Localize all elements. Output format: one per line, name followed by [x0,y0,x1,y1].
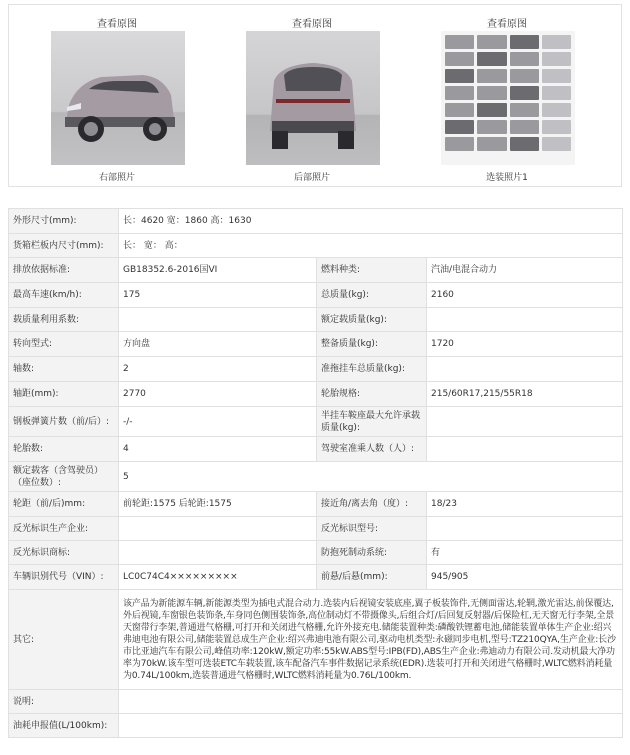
spec-label: 额定载客（含驾驶员）（座位数）: [9,462,119,492]
spec-label: 防抱死制动系统: [317,541,427,565]
table-row [9,357,623,382]
spec-value: 方向盘 [119,332,317,357]
spec-value: -/- [119,407,317,437]
view-original-link[interactable]: 查看原图 [292,19,332,30]
spec-label: 排放依据标准: [9,258,119,283]
table-row [9,234,623,258]
table-row [9,437,623,462]
spec-label: 外形尺寸(mm): [9,209,119,234]
photo-caption: 选装照片1 [486,173,528,183]
table-row [9,462,623,492]
spec-value [427,437,623,462]
spec-value [427,517,623,541]
photo-card-right [27,5,207,188]
photo-card-rear [222,5,402,188]
spec-value: 175 [119,283,317,308]
spec-label: 接近角/离去角（度）: [317,492,427,517]
spec-value [427,407,623,437]
spec-value: 前轮距:1575 后轮距:1575 [119,492,317,517]
spec-label: 转向型式: [9,332,119,357]
car-rear-icon [246,31,380,165]
spec-label: 油耗申报值(L/100km): [9,714,119,738]
photo-caption: 右部照片 [98,173,135,183]
photo-caption: 后部照片 [293,173,330,183]
car-front-right-photo[interactable] [51,31,185,165]
spec-label: 准拖挂车总质量(kg): [317,357,427,382]
spec-value [119,541,317,565]
spec-label: 驾驶室准乘人数（人）: [317,437,427,462]
spec-value: GB18352.6-2016国VI [119,258,317,283]
spec-label: 说明: [9,690,119,714]
car-rear-photo[interactable] [246,31,380,165]
spec-value: 1720 [427,332,623,357]
view-original-link[interactable]: 查看原图 [487,19,527,30]
spec-label: 载质量利用系数: [9,308,119,332]
spec-label: 钢板弹簧片数（前/后）: [9,407,119,437]
table-row [9,714,623,738]
table-row [9,690,623,714]
spec-value: 945/905 [427,565,623,590]
spec-label: 前悬/后悬(mm): [317,565,427,590]
spec-value [427,308,623,332]
spec-label: 额定载质量(kg): [317,308,427,332]
spec-label: 反光标识商标: [9,541,119,565]
spec-value: 长：4620 宽：1860 高：1630 [119,209,623,234]
spec-label: 轮距（前/后)mm: [9,492,119,517]
spec-value: 有 [427,541,623,565]
spec-value [119,517,317,541]
table-row [9,541,623,565]
spec-label: 轮胎规格: [317,382,427,407]
spec-label: 最高车速(km/h): [9,283,119,308]
table-row [9,590,623,690]
spec-label: 反光标识生产企业: [9,517,119,541]
table-row [9,517,623,541]
spec-value: 215/60R17,215/55R18 [427,382,623,407]
table-row [9,565,623,590]
table-row [9,308,623,332]
spec-label: 反光标识型号: [317,517,427,541]
spec-label: 总质量(kg): [317,283,427,308]
view-original-link[interactable]: 查看原图 [97,19,137,30]
spec-label: 轴距(mm): [9,382,119,407]
spec-label: 半挂车鞍座最大允许承载质量(kg): [317,407,427,437]
table-row [9,382,623,407]
table-row [9,407,623,437]
spec-value: 5 [119,462,623,492]
spec-label: 燃料种类: [317,258,427,283]
spec-value: 2160 [427,283,623,308]
spec-label: 车辆识别代号（VIN）: [9,565,119,590]
spec-value: 2770 [119,382,317,407]
photo-gallery [8,4,622,187]
table-row [9,258,623,283]
spec-value [119,714,623,738]
spec-table [8,208,623,738]
spec-value: LC0C74C4××××××××× [119,565,317,590]
spec-value [119,308,317,332]
spec-value [119,690,623,714]
photo-card-optional [417,5,597,188]
table-row [9,283,623,308]
spec-value-other: 该产品为新能源车辆,新能源类型为插电式混合动力.选装内后视镜安装底座,翼子板装饰件,无侧面雷达,轮辋,激光雷达,前保覆达,外后视镜,车窗银色装饰条,车身同色侧围装饰条,高位制动灯不带摄像头,后组合灯/后回复反射器/后保险杠,无天窗无行李架,全景天窗带行李架,普通进气格栅,可打开和关闭进气格栅,允许外接充电.储能装置种类:磷酸铁锂蓄电池,储能装置单体生产企业:绍兴弗迪电池有限公司,储能装置总成生产企业:绍兴弗迪电池有限公司,驱动电机类型:永磁同步电机,型号:TZ210QYA,生产企业:长沙市比亚迪汽车有限公司,峰值功率:120kW,额定功率:55kW.ABS型号:IPB(FD),ABS生产企业:弗迪动力有限公司.发动机最大净功率为70kW.该车型可选装ETC车载装置,该车配备汽车事件数据记录系统(EDR).选装可打开和关闭进气格栅时,WLTC燃料消耗量为0.74L/100km,选装普通进气格栅时,WLTC燃料消耗量为0.76L/100km. [119,590,623,690]
spec-label: 货箱栏板内尺寸(mm): [9,234,119,258]
table-row [9,492,623,517]
spec-label: 其它: [9,590,119,690]
spec-value: 18/23 [427,492,623,517]
spec-label: 轮胎数: [9,437,119,462]
spec-value: 汽油/电混合动力 [427,258,623,283]
spec-value: 4 [119,437,317,462]
table-row [9,209,623,234]
spec-label: 整备质量(kg): [317,332,427,357]
spec-label: 轴数: [9,357,119,382]
spec-value: 长： 宽： 高： [119,234,623,258]
spec-value: 2 [119,357,317,382]
table-row [9,332,623,357]
optional-parts-collage[interactable] [441,31,575,165]
car-front-right-icon [51,31,185,165]
spec-value [427,357,623,382]
